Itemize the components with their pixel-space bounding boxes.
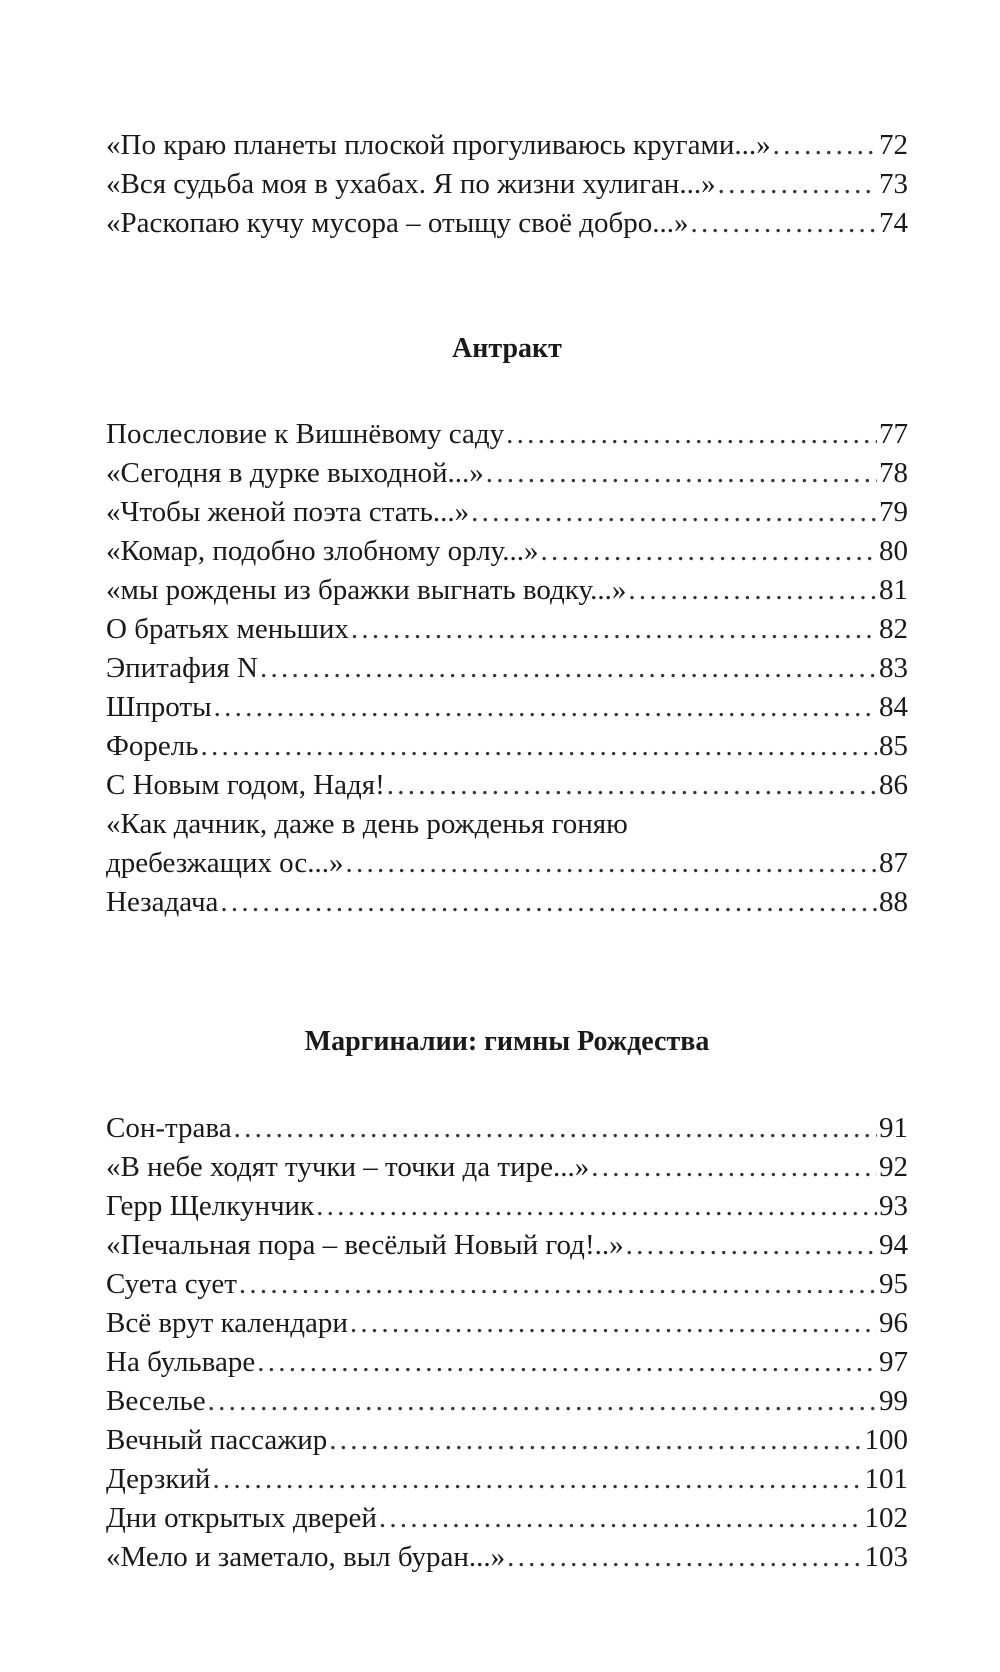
dot-leader bbox=[379, 1499, 863, 1538]
entry-title: На бульваре bbox=[106, 1346, 256, 1378]
dot-leader bbox=[773, 126, 877, 165]
toc-entry bbox=[106, 532, 908, 571]
entry-page: 85 bbox=[879, 730, 908, 762]
dot-leader bbox=[316, 1187, 877, 1226]
dot-leader bbox=[260, 649, 877, 688]
entry-line2 bbox=[106, 844, 908, 883]
entry-page: 94 bbox=[879, 1229, 908, 1261]
toc-entry bbox=[106, 1265, 908, 1304]
entry-title-line2: дребезжащих ос...» bbox=[106, 847, 344, 879]
toc-entry bbox=[106, 1499, 908, 1538]
entry-page: 83 bbox=[879, 652, 908, 684]
toc-entry bbox=[106, 165, 908, 204]
entry-page: 99 bbox=[879, 1385, 908, 1417]
toc-entry bbox=[106, 1148, 908, 1187]
entry-title: «Печальная пора – весёлый Новый год!..» bbox=[106, 1229, 624, 1261]
section-heading-marginalii: Маргиналии: гимны Рождества bbox=[304, 1026, 710, 1057]
dot-leader bbox=[387, 766, 877, 805]
entry-page: 84 bbox=[879, 691, 908, 723]
toc-entry-multiline bbox=[106, 805, 908, 883]
entry-page: 97 bbox=[879, 1346, 908, 1378]
toc-entry bbox=[106, 1187, 908, 1226]
dot-leader bbox=[507, 1538, 862, 1577]
dot-leader bbox=[214, 688, 877, 727]
dot-leader bbox=[208, 1382, 877, 1421]
toc-entry bbox=[106, 1343, 908, 1382]
entry-page: 73 bbox=[879, 168, 908, 200]
dot-leader bbox=[329, 1421, 862, 1460]
dot-leader bbox=[626, 1226, 877, 1265]
entry-title: «Комар, подобно злобному орлу...» bbox=[106, 535, 539, 567]
entry-page: 95 bbox=[879, 1268, 908, 1300]
entry-title: «В небе ходят тучки – точки да тире...» bbox=[106, 1151, 590, 1183]
entry-page: 91 bbox=[879, 1112, 908, 1144]
toc-entry bbox=[106, 649, 908, 688]
entry-page: 96 bbox=[879, 1307, 908, 1339]
entry-page: 81 bbox=[879, 574, 908, 606]
dot-leader bbox=[346, 844, 877, 883]
toc-entry bbox=[106, 1421, 908, 1460]
entry-title: «По краю планеты плоской прогуливаюсь кругами...» bbox=[106, 129, 771, 161]
entry-title: Дни открытых дверей bbox=[106, 1502, 377, 1534]
entry-title: «Раскопаю кучу мусора – отыщу своё добро...» bbox=[106, 207, 689, 239]
dot-leader bbox=[257, 1343, 877, 1382]
entry-title: О братьях меньших bbox=[106, 613, 349, 645]
entry-title: «Сегодня в дурке выходной...» bbox=[106, 457, 484, 489]
entry-page: 72 bbox=[879, 129, 908, 161]
entry-title: Вечный пассажир bbox=[106, 1424, 328, 1456]
toc-entry bbox=[106, 1538, 908, 1577]
toc-entry bbox=[106, 883, 908, 922]
toc-entry bbox=[106, 766, 908, 805]
toc-entry bbox=[106, 493, 908, 532]
dot-leader bbox=[486, 454, 877, 493]
entry-title: Эпитафия N bbox=[106, 652, 258, 684]
dot-leader bbox=[506, 415, 877, 454]
entry-page: 101 bbox=[864, 1463, 908, 1495]
dot-leader bbox=[628, 571, 877, 610]
entry-page: 88 bbox=[879, 886, 908, 918]
toc-entry bbox=[106, 1109, 908, 1148]
entry-page: 78 bbox=[879, 457, 908, 489]
entry-page: 100 bbox=[864, 1424, 908, 1456]
toc-entry bbox=[106, 688, 908, 727]
toc-entry bbox=[106, 415, 908, 454]
entry-title: С Новым годом, Надя! bbox=[106, 769, 385, 801]
toc-group-3 bbox=[106, 1109, 908, 1577]
entry-page: 86 bbox=[879, 769, 908, 801]
entry-title: «Мело и заметало, выл буран...» bbox=[106, 1541, 506, 1573]
toc-entry bbox=[106, 1382, 908, 1421]
toc-entry bbox=[106, 126, 908, 165]
section-heading-antrakt: Антракт bbox=[452, 333, 562, 364]
entry-page: 74 bbox=[879, 207, 908, 239]
entry-page: 79 bbox=[879, 496, 908, 528]
toc-page bbox=[106, 126, 908, 1577]
entry-page: 77 bbox=[879, 418, 908, 450]
entry-page: 82 bbox=[879, 613, 908, 645]
entry-title: Всё врут календари bbox=[106, 1307, 348, 1339]
dot-leader bbox=[234, 1109, 877, 1148]
dot-leader bbox=[471, 493, 877, 532]
entry-page: 102 bbox=[864, 1502, 908, 1534]
entry-title: Дерзкий bbox=[106, 1463, 211, 1495]
toc-entry bbox=[106, 1304, 908, 1343]
entry-title-line1: «Как дачник, даже в день рожденья гоняю bbox=[106, 808, 628, 840]
entry-title: Герр Щелкунчик bbox=[106, 1190, 315, 1222]
toc-entry bbox=[106, 1460, 908, 1499]
entry-title: Шпроты bbox=[106, 691, 212, 723]
dot-leader bbox=[220, 883, 877, 922]
entry-page: 87 bbox=[879, 847, 908, 879]
dot-leader bbox=[691, 204, 877, 243]
dot-leader bbox=[718, 165, 877, 204]
toc-entry bbox=[106, 454, 908, 493]
toc-entry bbox=[106, 1226, 908, 1265]
entry-title: Сон-трава bbox=[106, 1112, 232, 1144]
entry-title: Веселье bbox=[106, 1385, 206, 1417]
entry-title: «Чтобы женой поэта стать...» bbox=[106, 496, 470, 528]
toc-entry bbox=[106, 571, 908, 610]
toc-group-2 bbox=[106, 415, 908, 922]
dot-leader bbox=[239, 1265, 877, 1304]
entry-title: Незадача bbox=[106, 886, 219, 918]
entry-title: Послесловие к Вишнёвому саду bbox=[106, 418, 505, 450]
dot-leader bbox=[200, 727, 877, 766]
toc-entry bbox=[106, 204, 908, 243]
toc-group-1 bbox=[106, 126, 908, 243]
entry-page: 93 bbox=[879, 1190, 908, 1222]
entry-page: 103 bbox=[864, 1541, 908, 1573]
dot-leader bbox=[350, 1304, 877, 1343]
toc-entry bbox=[106, 610, 908, 649]
entry-page: 80 bbox=[879, 535, 908, 567]
entry-title: Форель bbox=[106, 730, 199, 762]
entry-title: Суета сует bbox=[106, 1268, 237, 1300]
dot-leader bbox=[212, 1460, 862, 1499]
entry-title: «Вся судьба моя в ухабах. Я по жизни хулиган...» bbox=[106, 168, 716, 200]
dot-leader bbox=[591, 1148, 877, 1187]
entry-page: 92 bbox=[879, 1151, 908, 1183]
dot-leader bbox=[541, 532, 877, 571]
toc-entry bbox=[106, 727, 908, 766]
dot-leader bbox=[351, 610, 877, 649]
entry-title: «мы рождены из бражки выгнать водку...» bbox=[106, 574, 627, 606]
